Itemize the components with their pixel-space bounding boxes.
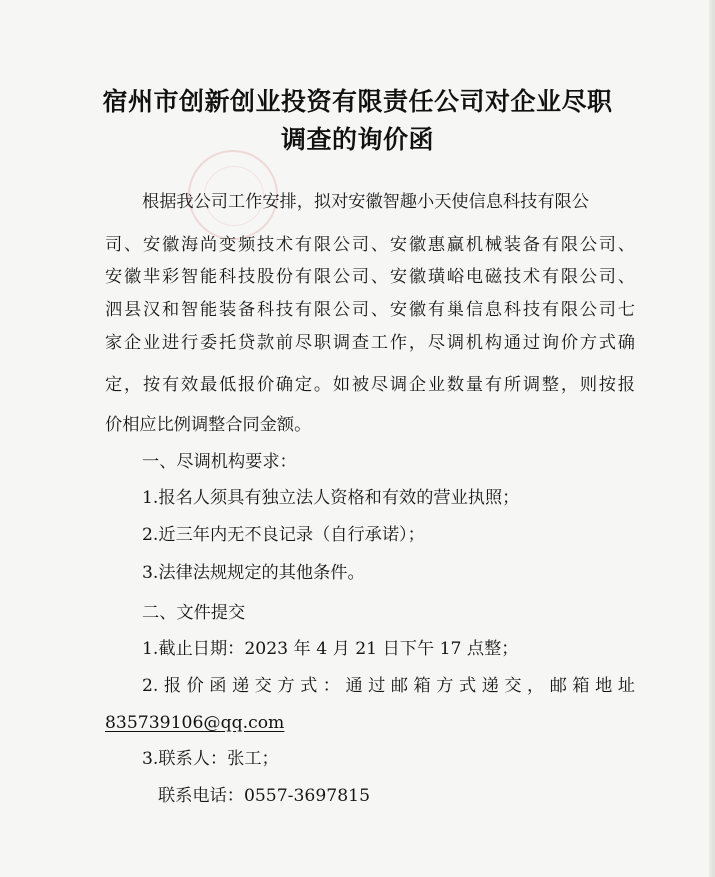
paragraph-1-line-2: 司、安徽海尚变频技术有限公司、安徽惠赢机械装备有限公司、 bbox=[105, 235, 635, 255]
paragraph-1-line-6: 定，按有效最低报价确定。如被尽调企业数量有所调整，则按报 bbox=[105, 375, 635, 395]
document-title-line-1: 宿州市创新创业投资有限责任公司对企业尽职 bbox=[102, 87, 613, 116]
requirement-item-2: 2.近三年内无不良记录（自行承诺）； bbox=[142, 525, 425, 545]
paragraph-1-line-3: 安徽芈彩智能科技股份有限公司、安徽璜峪电磁技术有限公司、 bbox=[105, 267, 635, 287]
deadline-line: 1.截止日期：2023 年 4 月 21 日下午 17 点整； bbox=[142, 639, 519, 659]
section-1-heading: 一、尽调机构要求： bbox=[142, 452, 297, 472]
contact-phone-line: 联系电话：0557-3697815 bbox=[158, 786, 371, 806]
paragraph-1-line-5: 家企业进行委托贷款前尽职调查工作，尽调机构通过询价方式确 bbox=[105, 333, 635, 353]
email-address-link[interactable]: 835739106@qq.com bbox=[105, 713, 285, 733]
paragraph-1-line-4: 泗县汉和智能装备科技有限公司、安徽有巢信息科技有限公司七 bbox=[105, 300, 635, 320]
requirement-item-3: 3.法律法规规定的其他条件。 bbox=[142, 563, 365, 583]
paragraph-1-line-1: 根据我公司工作安排，拟对安徽智趣小天使信息科技有限公 bbox=[142, 192, 589, 212]
submission-method-line: 2.报价函递交方式：通过邮箱方式递交，邮箱地址 bbox=[142, 676, 635, 696]
section-2-heading: 二、文件提交 bbox=[142, 603, 246, 623]
paragraph-1-line-7: 价相应比例调整合同金额。 bbox=[105, 415, 312, 435]
document-title-line-2: 调查的询价函 bbox=[280, 125, 434, 154]
requirement-item-1: 1.报名人须具有独立法人资格和有效的营业执照； bbox=[142, 488, 520, 508]
email-address-line bbox=[105, 711, 635, 735]
contact-person-line: 3.联系人：张工； bbox=[142, 749, 279, 769]
